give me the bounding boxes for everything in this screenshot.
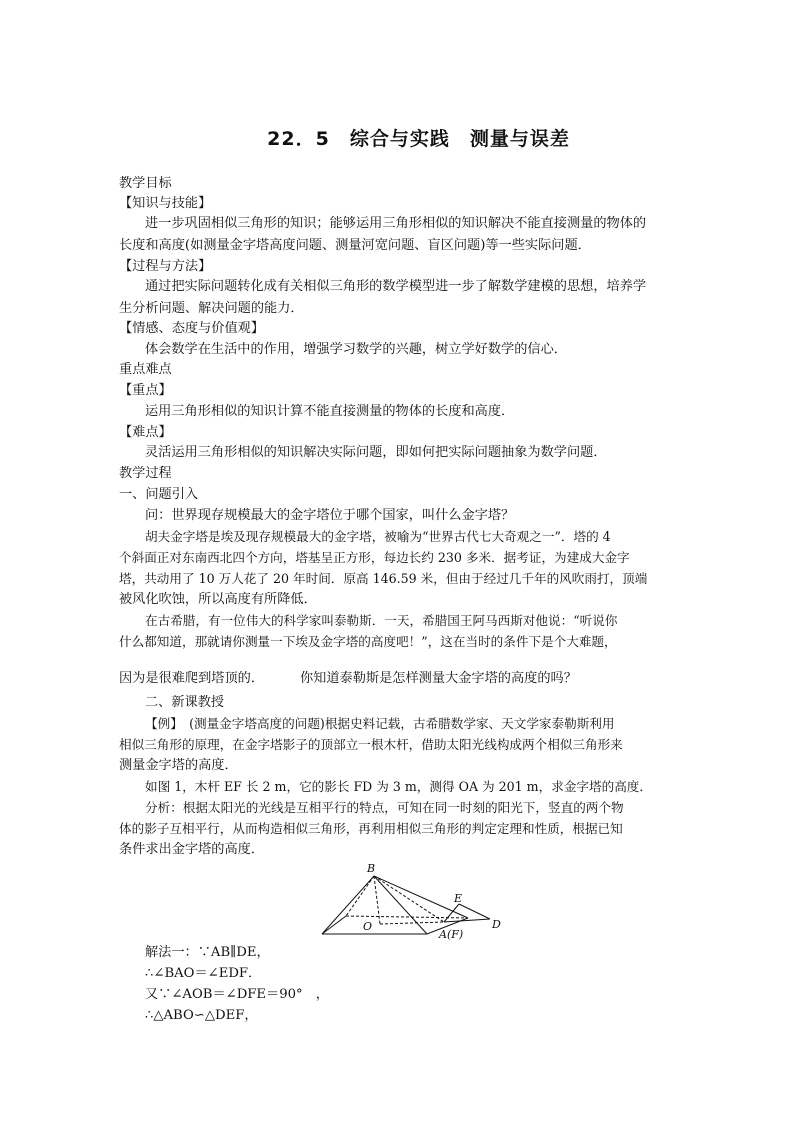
text-example-1: 【例】 (测量金字塔高度的问题)根据史料记载，古希腊数学家、天文学家泰勒斯利用 (145, 716, 615, 731)
text-p2-1: 在古希腊，有一位伟大的科学家叫泰勒斯．一天，希腊国王阿马西斯对他说：“听说你 (145, 613, 618, 628)
pyramid-figure (318, 860, 508, 942)
pyramid-edge-front (374, 876, 427, 934)
text-emotion-1: 体会数学在生活中的作用，增强学习数学的兴趣，树立学好数学的信心． (145, 342, 567, 357)
text-p1-2: 个斜面正对东南西北四个方向，塔基呈正方形，每边长约 230 多米．据考证，为建成大金字 (119, 550, 630, 565)
label-o: O (363, 920, 373, 933)
text-knowledge-1: 进一步巩固相似三角形的知识；能够运用三角形相似的知识解决不能直接测量的物体的 (145, 216, 647, 231)
heading-knowledge: 【知识与技能】 (119, 196, 212, 211)
heading-goals: 教学目标 (119, 176, 172, 191)
text-example-3: 测量金字塔的高度． (119, 758, 238, 773)
shadow-line-oa (380, 922, 444, 924)
pyramid-base-left (322, 916, 346, 934)
text-knowledge-2: 长度和高度(如测量金字塔高度问题、测量河宽问题、盲区问题)等一些实际问题． (119, 238, 591, 253)
text-p1-4: 被风化吹蚀，所以高度有所降低． (119, 592, 317, 607)
text-key-1: 运用三角形相似的知识计算不能直接测量的物体的长度和高度． (145, 404, 515, 419)
solution-step-2: ∴∠BAO＝∠EDF． (145, 966, 262, 981)
solution-step-4: ∴△ABO∽△DEF， (145, 1008, 258, 1023)
sun-ray-ed (459, 904, 490, 919)
text-difficult-1: 灵活运用三角形相似的知识解决实际问题，即如何把实际问题抽象为数学问题． (145, 445, 607, 460)
heading-intro: 一、问题引入 (119, 487, 199, 502)
label-b: B (367, 862, 376, 875)
text-example-4: 如图 1，木杆 EF 长 2 m，它的影长 FD 为 3 m，测得 OA 为 201 m，求金字塔的高度． (145, 779, 652, 794)
label-d: D (492, 918, 501, 931)
text-example-2: 相似三角形的原理，在金字塔影子的顶部立一根木杆，借助太阳光线构成两个相似三角形来 (119, 737, 623, 752)
text-analysis-2: 体的影子互相平行，从而构造相似三角形，再利用相似三角形的判定定理和性质，根据已知 (119, 821, 623, 836)
text-analysis-3: 条件求出金字塔的高度． (119, 842, 265, 857)
text-process-1: 通过把实际问题转化成有关相似三角形的数学模型进一步了解数学建模的思想，培养学 (145, 279, 647, 294)
heading-procedure: 教学过程 (119, 466, 172, 481)
solution-step-3: 又∵∠AOB＝∠DFE＝90° ， (145, 987, 329, 1002)
pyramid-edge-back (346, 876, 374, 916)
text-analysis-1: 分析：根据太阳光的光线是互相平行的特点，可知在同一时刻的阳光下，竖直的两个物 (145, 800, 624, 815)
heading-key: 【重点】 (119, 383, 172, 398)
heading-newlesson: 二、新课教授 (145, 695, 225, 710)
page-title: 22．5 综合与实践 测量与误差 (267, 128, 570, 150)
text-question: 问：世界现存规模最大的金字塔位于哪个国家，叫什么金字塔？ (145, 508, 515, 523)
shadow-fd (444, 919, 490, 922)
text-p1-1: 胡夫金字塔是埃及现存规模最大的金字塔，被喻为“世界古代七大奇观之一”．塔的 4 (145, 529, 611, 544)
sun-ray-ba (374, 876, 444, 922)
text-p2-3a: 因为是很难爬到塔顶的． (119, 671, 265, 686)
pyramid-base-back (346, 916, 468, 918)
text-p1-3: 塔，共动用了 10 万人花了 20 年时间．原高 146.59 米，但由于经过几千年的风吹雨打，顶端 (119, 571, 648, 586)
text-p2-2: 什么都知道，那就请你测量一下埃及金字塔的高度吧！”，这在当时的条件下是个大难题， (119, 634, 617, 649)
label-e: E (454, 892, 463, 905)
label-af: A(F) (439, 928, 464, 941)
text-process-2: 生分析问题、解决问题的能力． (119, 301, 304, 316)
text-p2-3b: 你知道泰勒斯是怎样测量大金字塔的高度的吗？ (300, 671, 577, 686)
heading-process: 【过程与方法】 (119, 259, 212, 274)
heading-difficult: 【难点】 (119, 425, 172, 440)
heading-keypoints: 重点难点 (119, 362, 172, 377)
solution-step-1: 解法一：∵AB∥DE， (145, 945, 270, 960)
heading-emotion: 【情感、态度与价值观】 (119, 321, 265, 336)
